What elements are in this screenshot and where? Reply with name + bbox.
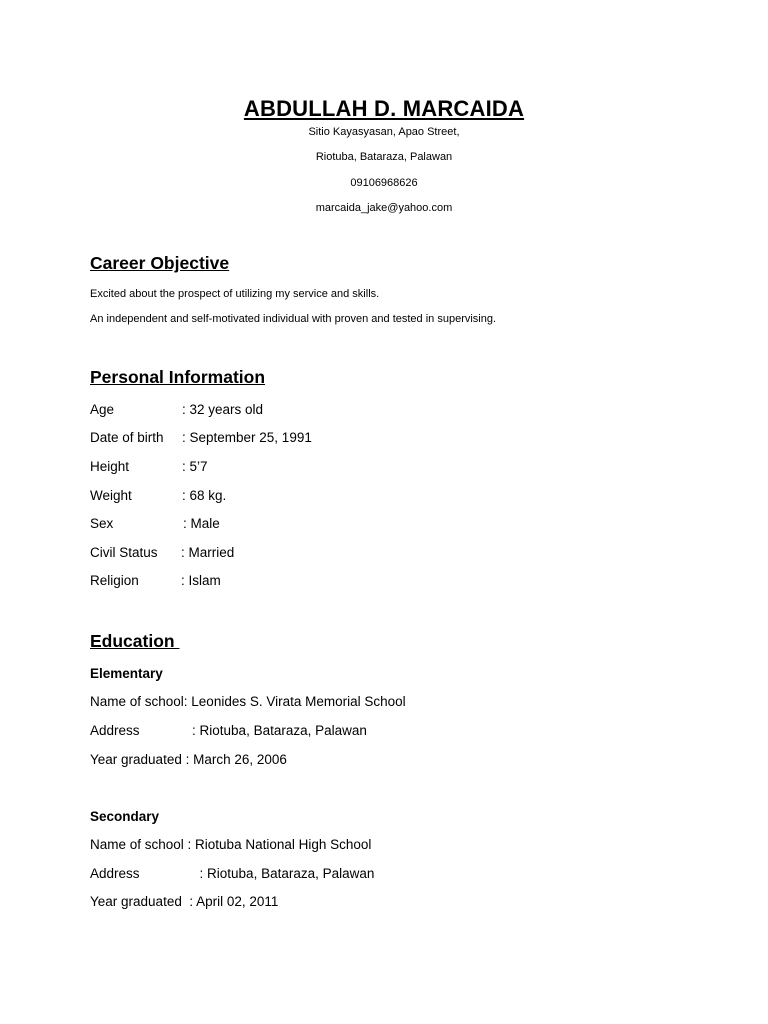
- info-row-height: [90, 458, 208, 476]
- info-label: Sex: [90, 516, 114, 531]
- info-label: Civil Status: [90, 545, 158, 560]
- secondary-year-graduated: Year graduated : April 02, 2011: [90, 894, 279, 909]
- info-row-religion: [90, 572, 221, 590]
- info-value: : Married: [181, 545, 235, 560]
- info-value: : 32 years old: [182, 402, 264, 417]
- address-line-2: Riotuba, Bataraza, Palawan: [315, 151, 453, 164]
- info-label: Weight: [90, 488, 132, 503]
- phone-number: 09106968626: [350, 176, 418, 189]
- info-label: Age: [90, 402, 115, 417]
- info-value: : Islam: [181, 573, 221, 588]
- elementary-school-name: Name of school: Leonides S. Virata Memorial School: [90, 694, 406, 709]
- info-label: Height: [90, 459, 130, 474]
- secondary-address: Address : Riotuba, Bataraza, Palawan: [90, 866, 375, 881]
- info-value: : September 25, 1991: [182, 430, 312, 445]
- elementary-year-graduated: Year graduated : March 26, 2006: [90, 752, 287, 767]
- career-objective-line: Excited about the prospect of utilizing my service and skills.: [90, 288, 380, 300]
- info-row-weight: [90, 487, 226, 505]
- elementary-heading: Elementary: [90, 666, 163, 681]
- career-objective-title: Career Objective: [90, 253, 230, 273]
- personal-information-title: Personal Information: [90, 367, 266, 387]
- info-row-age: [90, 401, 263, 419]
- info-value: : 68 kg.: [182, 488, 227, 503]
- info-label: Date of birth: [90, 430, 164, 445]
- info-value: : 5’7: [182, 459, 208, 474]
- info-row-sex: [90, 515, 220, 533]
- email-address: marcaida_jake@yahoo.com: [315, 201, 453, 214]
- info-row-civil-status: [90, 544, 234, 562]
- education-title: Education: [90, 631, 180, 651]
- elementary-address: Address : Riotuba, Bataraza, Palawan: [90, 723, 367, 738]
- info-label: Religion: [90, 573, 139, 588]
- info-value: : Male: [183, 516, 220, 531]
- address-line-1: Sitio Kayasyasan, Apao Street,: [308, 126, 460, 138]
- career-objective-line: An independent and self-motivated individual with proven and tested in supervising.: [90, 313, 497, 325]
- applicant-name: ABDULLAH D. MARCAIDA: [243, 96, 525, 121]
- secondary-school-name: Name of school : Riotuba National High School: [90, 837, 372, 852]
- info-row-date-of-birth: [90, 429, 312, 447]
- resume-header: [0, 94, 768, 221]
- secondary-heading: Secondary: [90, 809, 160, 824]
